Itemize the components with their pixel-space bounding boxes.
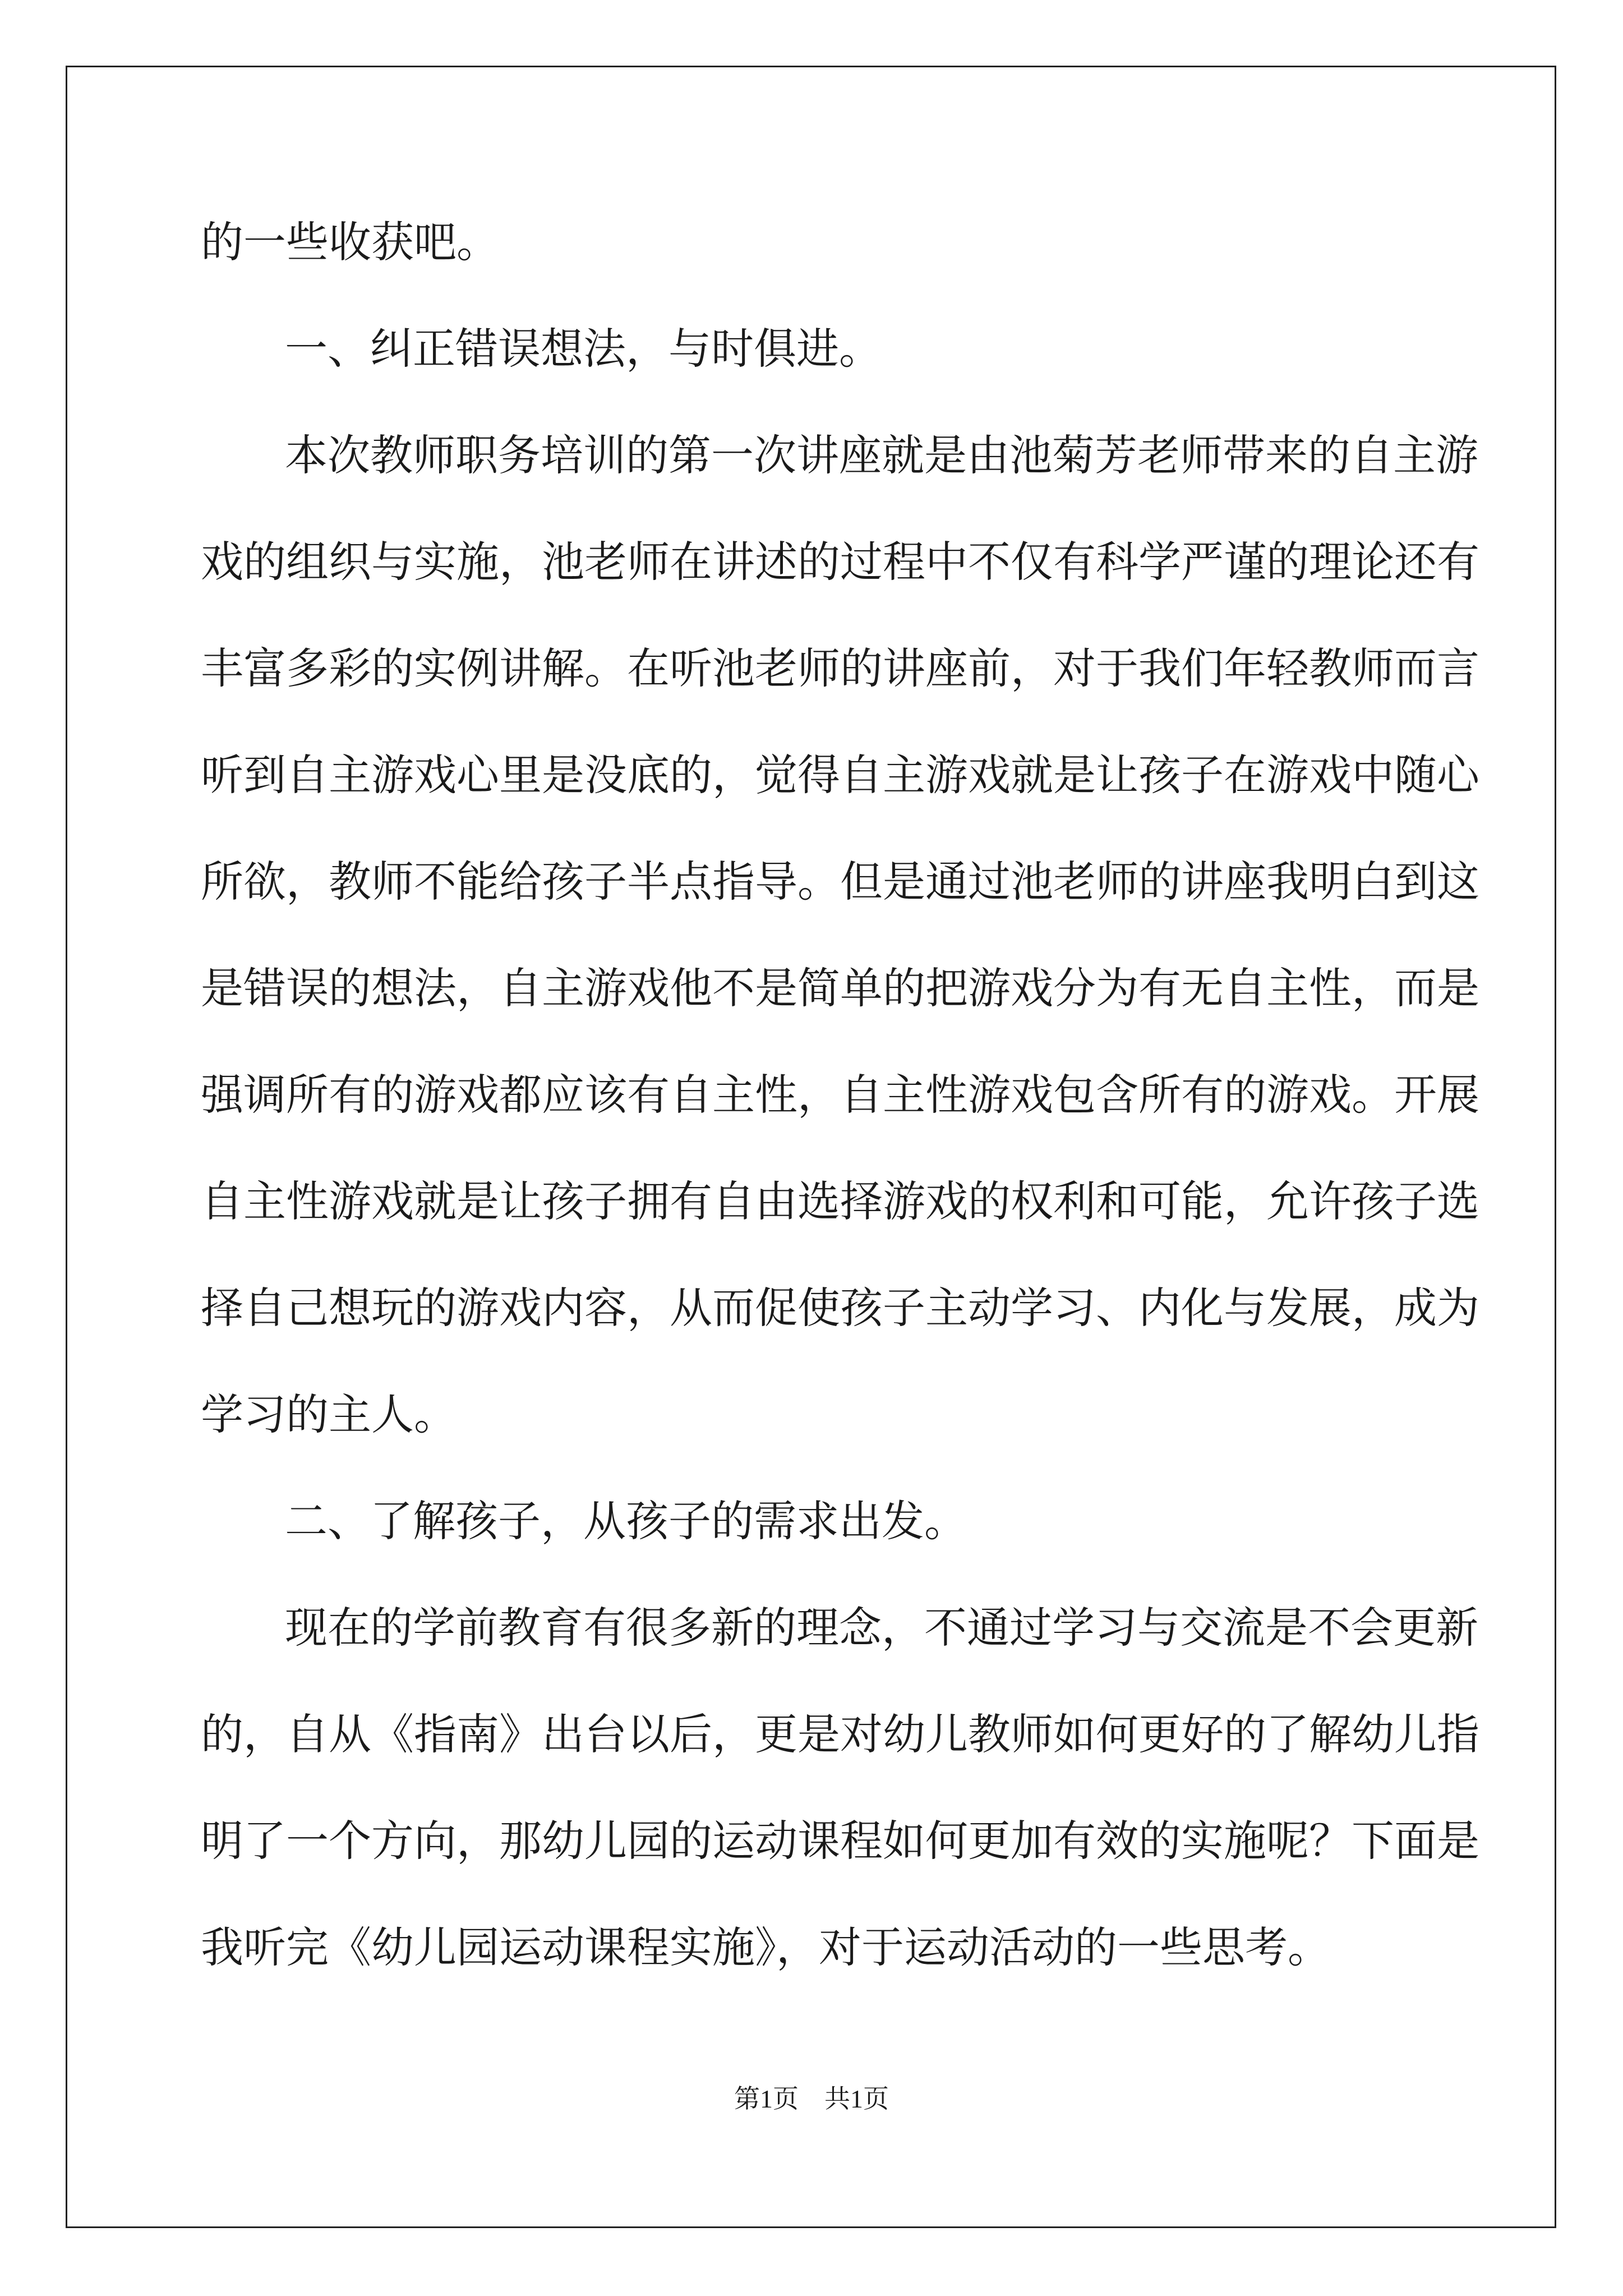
text-line: 的，自从《指南》出台以后，更是对幼儿教师如何更好的了解幼儿指 <box>201 1709 1479 1759</box>
text-line: 戏的组织与实施，池老师在讲述的过程中不仅有科学严谨的理论还有 <box>201 537 1479 587</box>
page-border <box>66 66 1556 2228</box>
text-line: 明了一个方向，那幼儿园的运动课程如何更加有效的实施呢？下面是 <box>201 1816 1479 1866</box>
text-line: 自主性游戏就是让孩子拥有自由选择游戏的权利和可能，允许孩子选 <box>201 1176 1479 1226</box>
text-line: 是错误的想法，自主游戏他不是简单的把游戏分为有无自主性，而是 <box>201 963 1479 1013</box>
text-line: 学习的主人。 <box>201 1389 457 1439</box>
text-line: 我听完《幼儿园运动课程实施》，对于运动活动的一些思考。 <box>201 1922 1330 1972</box>
page-number-footer: 第1页 共1页 <box>734 2085 889 2113</box>
text-line: 本次教师职务培训的第一次讲座就是由池菊芳老师带来的自主游 <box>285 430 1478 480</box>
text-line: 听到自主游戏心里是没底的，觉得自主游戏就是让孩子在游戏中随心 <box>201 750 1479 800</box>
text-line: 丰富多彩的实例讲解。在听池老师的讲座前，对于我们年轻教师而言 <box>201 643 1479 693</box>
section-heading: 一、纠正错误想法，与时俱进。 <box>285 324 882 374</box>
text-line: 择自己想玩的游戏内容，从而促使孩子主动学习、内化与发展，成为 <box>201 1283 1479 1333</box>
text-line: 强调所有的游戏都应该有自主性，自主性游戏包含所有的游戏。开展 <box>201 1070 1479 1120</box>
text-line: 现在的学前教育有很多新的理念，不通过学习与交流是不会更新 <box>285 1603 1478 1653</box>
text-line: 所欲，教师不能给孩子半点指导。但是通过池老师的讲座我明白到这 <box>201 857 1479 907</box>
text-line: 的一些收获吧。 <box>201 217 499 267</box>
section-heading: 二、了解孩子，从孩子的需求出发。 <box>285 1496 967 1546</box>
